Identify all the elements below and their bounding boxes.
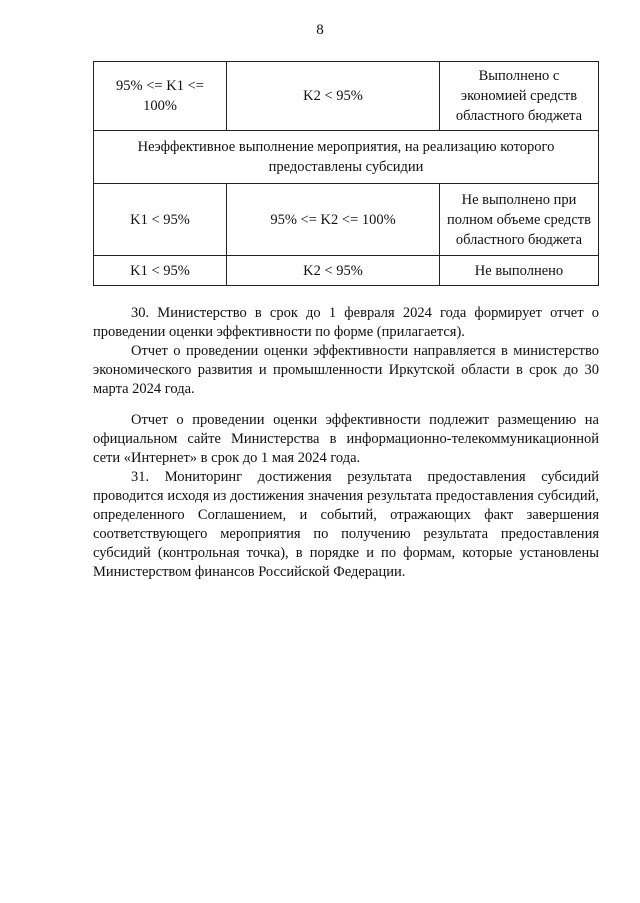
- table-cell: K2 < 95%: [227, 62, 440, 131]
- paragraph-report-publication: Отчет о проведении оценки эффективности подлежит размещению на официальном сайте Министерства в информационно-телекоммуникационной сети «Интернет» в срок до 1 мая 2024 года.: [93, 412, 599, 466]
- table-cell: K2 < 95%: [227, 256, 440, 286]
- body-text: [93, 304, 599, 582]
- table-cell: 95% <= K2 <= 100%: [227, 184, 440, 256]
- page-number: 8: [316, 22, 324, 38]
- paragraph-30: 30. Министерство в срок до 1 февраля 2024 года формирует отчет о проведении оценки эффективности по форме (прилагается).: [93, 305, 599, 340]
- table-cell: Не выполнено при полном объеме средств областного бюджета: [440, 184, 599, 256]
- table-cell: Не выполнено: [440, 256, 599, 286]
- paragraph-31: 31. Мониторинг достижения результата предоставления субсидий проводится исходя из достижения значения результата предоставления субсидий, определенного Соглашением, и событий, отражающих факт завершения соответствующего мероприятия по получению результата предоставления субсидий (контрольная точка), в порядке и по формам, которые установлены Министерством финансов Российской Федерации.: [93, 469, 599, 580]
- table-section-row: [94, 131, 599, 184]
- table-cell: K1 < 95%: [94, 184, 227, 256]
- table-cell: K1 < 95%: [94, 256, 227, 286]
- table-row: [94, 62, 599, 131]
- table-cell: 95% <= K1 <= 100%: [94, 62, 227, 131]
- paragraph-report-submission: Отчет о проведении оценки эффективности направляется в министерство экономического развития и промышленности Иркутской области в срок до 30 марта 2024 года.: [93, 343, 599, 397]
- table-section-heading: Неэффективное выполнение мероприятия, на реализацию которого предоставлены субсидии: [94, 131, 599, 184]
- table-row: [94, 184, 599, 256]
- table-cell: Выполнено с экономией средств областного бюджета: [440, 62, 599, 131]
- table-row: [94, 256, 599, 286]
- evaluation-criteria-table: [93, 61, 599, 286]
